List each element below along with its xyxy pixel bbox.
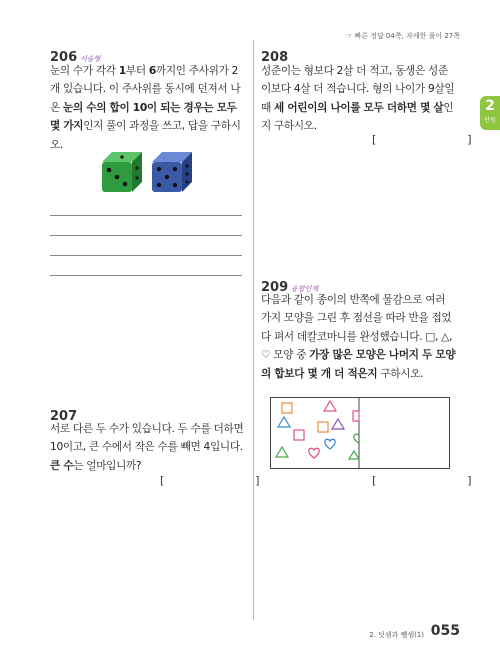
q207-number: 207 [50,409,78,424]
answer-line[interactable] [50,275,242,276]
q206-text-seg: 1 [118,65,126,77]
q209-number: 209 [261,280,289,295]
q206-text [50,62,245,154]
q206-text-seg: 부터 [125,65,149,77]
answer-line[interactable] [50,215,242,216]
answer-reference: ☞ 빠른 정답 04쪽, 자세한 풀이 27쪽 [345,32,460,40]
q209-answer-box[interactable]: [ ] [372,474,472,487]
green-die [102,152,142,192]
q208-answer-box[interactable]: [ ] [372,133,472,146]
paper-outline [271,398,450,469]
q207-text-bold: 큰 수 [50,459,74,472]
q209-text-seg: 다음과 같이 종이의 반쪽에 물감으로 여러 가지 모양을 그린 후 점선을 따라 반을 접었다 펴서 데칼코마니를 완성했습니다. □, △, ♡ 모양 중 [261,294,453,362]
q208-text-seg: 성준이는 형보다 2살 더 적고, 동생은 성준이보다 4살 더 적습니다. 형의 나이가 9살일 때 [261,65,455,114]
q207-text-seg: 는 얼마입니까? [73,459,142,472]
answer-line[interactable] [50,235,242,236]
chapter-tab [480,96,500,130]
q206-text-seg: 인지 풀이 과정을 쓰고, 답을 구하시오. [50,120,241,151]
answer-line[interactable] [50,255,242,256]
q206-number: 206 [50,50,78,65]
page-number: 055 [430,623,460,639]
column-divider [253,40,254,620]
q207-answer-box[interactable]: [ ] [160,474,260,487]
footer-chapter: 2. 덧셈과 뺄셈(1) [369,631,424,639]
q209-text-seg: 구하시오. [377,367,424,380]
q206-text-seg: 눈의 수가 각각 [50,65,119,77]
q206-text-seg: 까지인 주사위가 2개 있습니다. 이 주사위를 동시에 던져서 나온 [50,65,241,114]
q209-text [261,291,457,383]
decalcomania-figure [270,397,450,469]
q208-text-bold: 세 어린이의 나이를 모두 더하면 몇 살 [274,101,444,114]
chapter-tab-number: 2 [485,98,495,114]
q209-text-bold: 가장 많은 모양은 나머지 두 모양의 합보다 몇 개 더 적은지 [261,349,456,380]
q208-text [261,62,457,136]
q207-text [50,420,245,475]
blue-die [152,152,192,192]
q208-number: 208 [261,50,289,65]
chapter-tab-label: 단원 [484,117,496,124]
q207-text-seg: 서로 다른 두 수가 있습니다. 두 수를 더하면 10이고, 큰 수에서 작은 수를 빼면 4입니다. [50,423,244,454]
q209-tag: 융합인재 [291,285,319,293]
dice-illustration [98,148,208,196]
q206-tag: 서술형 [80,55,101,63]
q208-text-seg: 인지 구하시오. [261,101,454,133]
q206-text-bold: 눈의 수의 합이 10이 되는 경우는 모두 몇 가지 [50,101,237,133]
q206-text-seg: 6 [148,65,156,77]
